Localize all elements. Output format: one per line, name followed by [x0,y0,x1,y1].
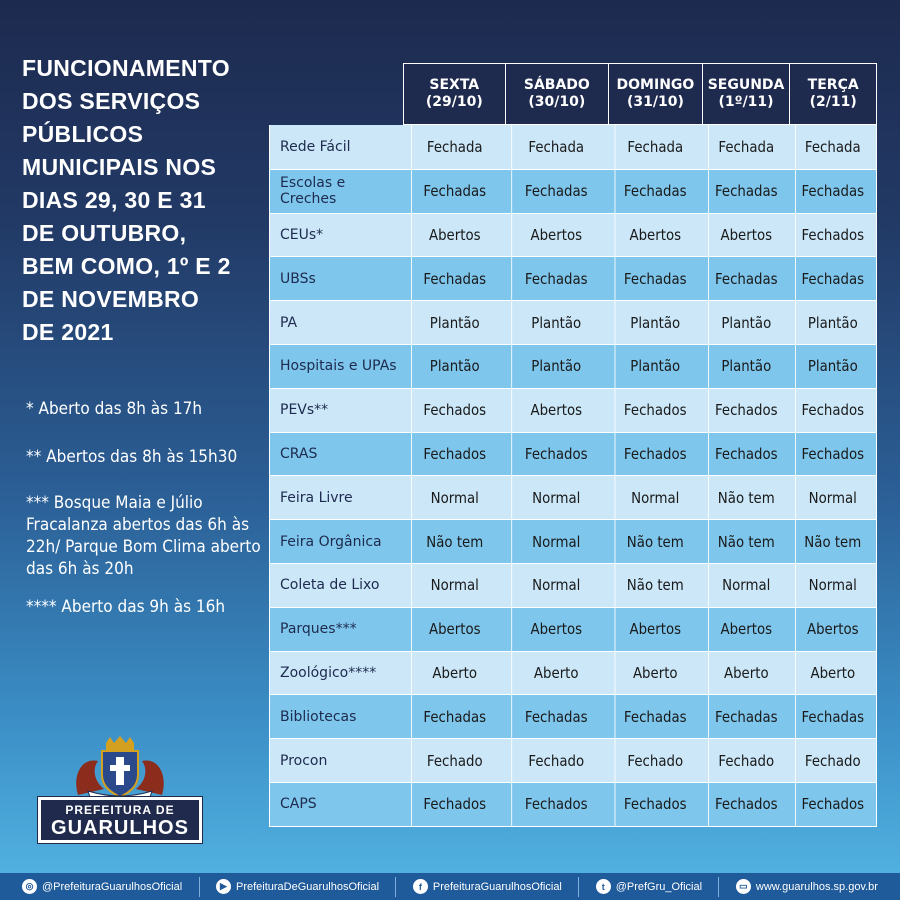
table-cell: Fechado [411,739,498,782]
table-cell: Não tem [795,520,870,563]
table-row [270,125,876,169]
row-label: Hospitais e UPAs [280,358,397,375]
table-row [270,651,876,695]
table-cell: Fechados [795,783,870,826]
table-cell: Abertos [411,608,498,651]
table-cell: Plantão [795,301,870,344]
table-cell: Fechadas [708,695,783,738]
table-cell: Plantão [511,345,600,388]
table-cell: Fechado [708,739,783,782]
column-day: SEGUNDA [707,77,785,93]
row-label: Feira Orgânica [280,533,382,550]
table-cell: Fechados [708,433,783,476]
footer-divider [199,877,200,897]
table-cell: Fechado [511,739,600,782]
table-row [270,563,876,607]
column-header-segunda [702,64,790,124]
footer-website-text: www.guarulhos.sp.gov.br [755,880,878,893]
table-cell: Fechadas [795,170,870,213]
youtube-icon: ▶ [216,879,231,894]
table-cell: Fechados [411,783,498,826]
footnotes [26,398,262,634]
table-cell: Fechadas [708,257,783,300]
table-cell: Plantão [614,345,695,388]
table-cell: Não tem [411,520,498,563]
table-cell: Fechados [708,389,783,432]
footer-instagram-text: @PrefeituraGuarulhosOficial [42,880,183,893]
table-cell: Fechada [411,125,498,169]
table-cell: Abertos [511,214,600,257]
table-cell: Plantão [795,345,870,388]
column-date: (30/10) [528,94,586,110]
table-cell: Fechados [708,783,783,826]
logo-top-text: PREFEITURA DE [65,803,175,817]
table-cell: Aberto [614,652,695,695]
table-row [270,475,876,519]
footer-divider [578,877,579,897]
table-cell: Abertos [511,608,600,651]
table-cell: Fechadas [795,257,870,300]
table-cell: Fechado [614,739,695,782]
table-row [270,388,876,432]
row-label: PEVs** [280,402,329,419]
table-cell: Normal [411,476,498,519]
footer-social-bar [0,873,900,900]
table-cell: Aberto [708,652,783,695]
table-cell: Fechados [795,389,870,432]
row-label: Rede Fácil [280,138,351,155]
table-header-row [403,63,877,125]
table-cell: Fechada [708,125,783,169]
footer-twitter[interactable] [596,879,702,894]
table-cell: Fechados [795,214,870,257]
table-cell: Fechados [411,433,498,476]
row-label: Escolas e Creches [280,175,346,208]
logo-box [38,797,202,843]
table-cell: Abertos [614,608,695,651]
row-label: Parques*** [280,621,357,638]
table-cell: Normal [511,476,600,519]
schedule-table [269,125,877,827]
row-label: PA [280,314,298,331]
footnote-4: **** Aberto das 9h às 16h [26,597,226,617]
column-header-terca [789,64,876,124]
table-cell: Abertos [708,214,783,257]
table-cell: Fechados [411,389,498,432]
footer-divider [395,877,396,897]
column-day: DOMINGO [616,77,695,93]
table-cell: Fechada [511,125,600,169]
column-date: (29/10) [425,94,483,110]
row-label: CEUs* [280,226,324,243]
table-cell: Normal [795,476,870,519]
row-label: CAPS [280,796,317,813]
footer-instagram[interactable] [22,879,182,894]
footnote-2: ** Abertos das 8h às 15h30 [26,447,238,467]
table-cell: Fechadas [511,170,600,213]
table-cell: Abertos [795,608,870,651]
table-cell: Não tem [614,564,695,607]
table-cell: Aberto [511,652,600,695]
footer-twitter-text: @PrefGru_Oficial [615,880,703,893]
table-row [270,256,876,300]
table-cell: Fechados [511,783,600,826]
table-cell: Plantão [708,301,783,344]
table-row [270,782,876,826]
row-label: UBSs [280,270,316,287]
table-cell: Normal [511,564,600,607]
table-cell: Fechados [614,783,695,826]
footnote-1: * Aberto das 8h às 17h [26,399,203,419]
instagram-icon: ◎ [22,879,37,894]
row-label: Zoológico**** [280,664,377,681]
table-cell: Normal [708,564,783,607]
table-cell: Normal [795,564,870,607]
table-row [270,519,876,563]
table-cell: Fechadas [511,257,600,300]
table-cell: Normal [511,520,600,563]
table-cell: Aberto [411,652,498,695]
table-cell: Fechadas [411,695,498,738]
column-day: SEXTA [429,77,480,93]
column-header-sabado [505,64,609,124]
headline: FUNCIONAMENTO DOS SERVIÇOS PÚBLICOS MUNICIPAIS NOS DIAS 29, 30 E 31 DE OUTUBRO, BEM COMO, 1º E 2 DE NOVEMBRO DE 2021 [22,55,231,345]
table-cell: Normal [411,564,498,607]
column-header-domingo [608,64,702,124]
row-label: Bibliotecas [280,708,357,725]
table-cell: Não tem [614,520,695,563]
website-icon: ▭ [736,879,751,894]
table-cell: Fechada [614,125,695,169]
table-cell: Fechadas [614,170,695,213]
coat-of-arms-icon [70,735,170,799]
table-cell: Plantão [511,301,600,344]
table-cell: Não tem [708,476,783,519]
footer-youtube[interactable] [216,879,379,894]
table-row [270,694,876,738]
footnote-3: *** Bosque Maia e Júlio Fracalanza abertos das 6h às 22h/ Parque Bom Clima aberto das 6h às 20h [26,493,261,579]
footer-divider [718,877,719,897]
table-cell: Fechadas [411,170,498,213]
logo-bottom-text: GUARULHOS [51,817,189,839]
table-cell: Normal [614,476,695,519]
footer-youtube-text: PrefeituraDeGuarulhosOficial [235,880,380,893]
column-date: (1º/11) [718,94,774,110]
footer-facebook[interactable] [413,879,562,894]
facebook-icon: f [413,879,428,894]
column-date: (2/11) [809,94,857,110]
table-row [270,432,876,476]
table-row [270,607,876,651]
table-cell: Abertos [511,389,600,432]
table-cell: Fechadas [511,695,600,738]
table-cell: Plantão [614,301,695,344]
twitter-icon: t [596,879,611,894]
column-date: (31/10) [626,94,684,110]
table-cell: Fechadas [708,170,783,213]
table-cell: Fechados [511,433,600,476]
table-cell: Não tem [708,520,783,563]
table-cell: Plantão [411,345,498,388]
row-label: Coleta de Lixo [280,577,380,594]
row-label: Procon [280,752,328,769]
table-cell: Plantão [708,345,783,388]
table-cell: Fechadas [614,257,695,300]
table-row [270,344,876,388]
table-cell: Fechados [614,433,695,476]
table-cell: Fechados [614,389,695,432]
table-row [270,169,876,213]
table-row [270,213,876,257]
row-label: CRAS [280,445,318,462]
table-cell: Fechadas [614,695,695,738]
table-cell: Fechadas [411,257,498,300]
table-cell: Fechados [795,433,870,476]
table-cell: Abertos [614,214,695,257]
table-cell: Fechadas [795,695,870,738]
column-day: TERÇA [807,77,859,93]
table-cell: Fechada [795,125,870,169]
table-cell: Abertos [411,214,498,257]
table-cell: Aberto [795,652,870,695]
column-header-sexta [404,64,505,124]
table-row [270,300,876,344]
table-cell: Fechado [795,739,870,782]
table-cell: Plantão [411,301,498,344]
footer-website[interactable] [736,879,878,894]
footer-facebook-text: PrefeituraGuarulhosOficial [432,880,562,893]
guarulhos-logo [38,735,202,845]
column-day: SÁBADO [523,77,590,93]
table-row [270,738,876,782]
table-cell: Abertos [708,608,783,651]
row-label: Feira Livre [280,489,353,506]
